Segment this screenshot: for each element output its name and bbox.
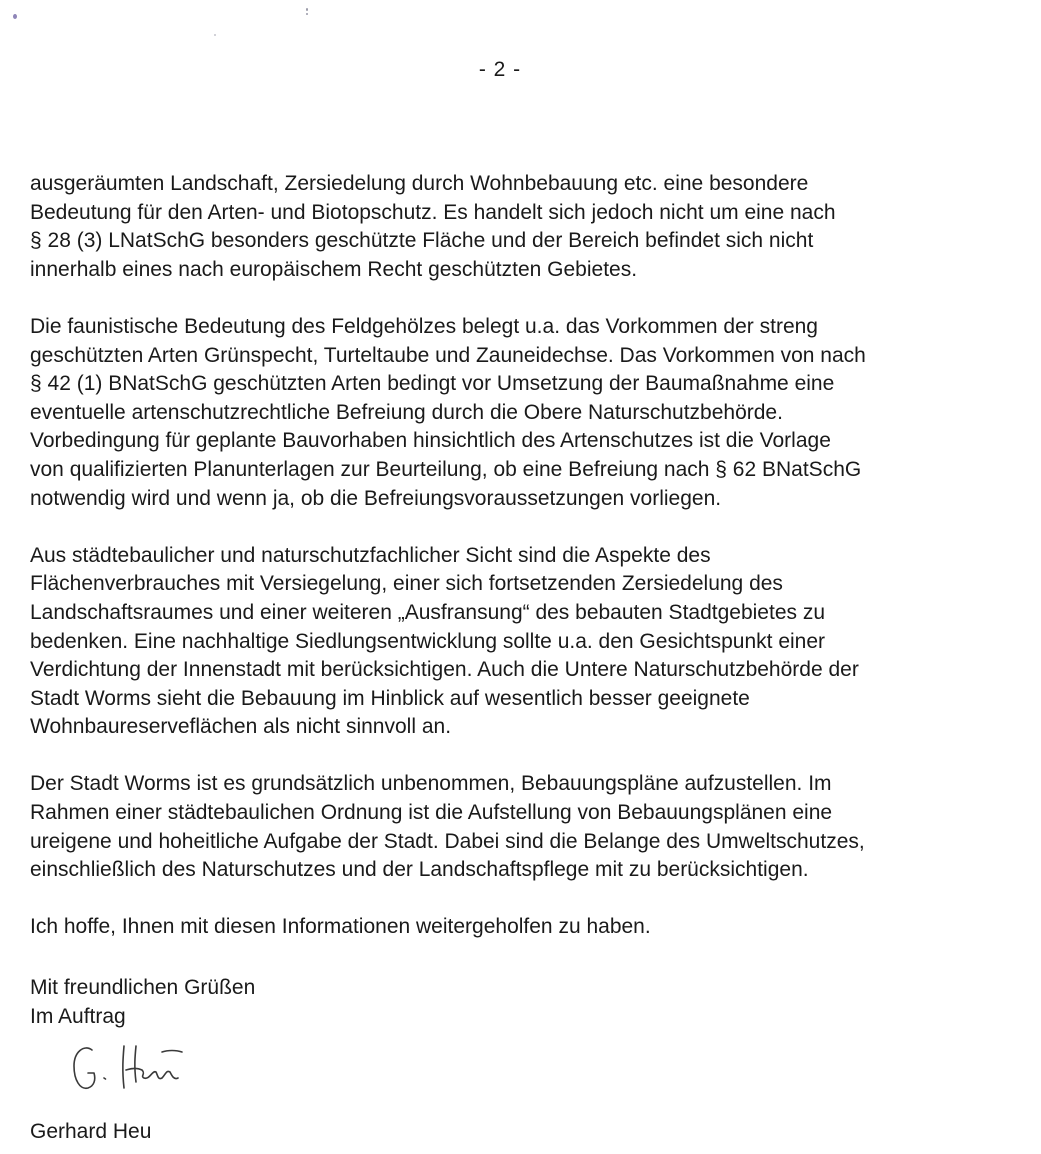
text-line: § 28 (3) LNatSchG besonders geschützte Fläche und der Bereich befindet sich nicht — [30, 229, 814, 253]
text-line: innerhalb eines nach europäischem Recht geschützten Gebietes. — [30, 257, 638, 281]
paragraph-landscape-significance — [30, 170, 1035, 284]
signer-name: Gerhard Heu — [30, 1120, 152, 1143]
text-line: ureigene und hoheitliche Aufgabe der Stadt. Dabei sind die Belange des Umweltschutzes, — [30, 829, 865, 853]
scan-speck — [306, 8, 308, 11]
text-line: bedenken. Eine nachhaltige Siedlungsentwicklung sollte u.a. den Gesichtspunkt einer — [30, 629, 826, 653]
text-line: Vorbedingung für geplante Bauvorhaben hinsichtlich des Artenschutzes ist die Vorlage — [30, 429, 831, 453]
text-line: Bedeutung für den Arten- und Biotopschutz. Es handelt sich jedoch nicht um eine nach — [30, 200, 836, 224]
text-line: Die faunistische Bedeutung des Feldgehölzes belegt u.a. das Vorkommen der streng — [30, 314, 818, 338]
text-line: Verdichtung der Innenstadt mit berücksichtigen. Auch die Untere Naturschutzbehörde der — [30, 658, 859, 682]
text-line: Flächenverbrauches mit Versiegelung, einer sich fortsetzenden Zersiedelung des — [30, 572, 783, 596]
text-line: Aus städtebaulicher und naturschutzfachlicher Sicht sind die Aspekte des — [30, 543, 711, 567]
text-line: Landschaftsraumes und einer weiteren „Ausfransung“ des bebauten Stadtgebietes zu — [30, 600, 826, 624]
text-line: ausgeräumten Landschaft, Zersiedelung durch Wohnbebauung etc. eine besondere — [30, 172, 809, 195]
text-line: eventuelle artenschutzrechtliche Befreiung durch die Obere Naturschutzbehörde. — [30, 400, 783, 424]
scan-speck — [13, 14, 17, 19]
paragraph-closing-remark — [30, 913, 1035, 942]
paragraph-fauna — [30, 313, 1035, 513]
text-line: Stadt Worms sieht die Bebauung im Hinblick auf wesentlich besser geeignete — [30, 686, 750, 710]
scan-speck — [306, 13, 308, 15]
scan-speck — [214, 34, 216, 36]
paragraph-development-plans — [30, 770, 1035, 884]
text-line: von qualifizierten Planunterlagen zur Beurteilung, ob eine Befreiung nach § 62 BNatSchG — [30, 457, 862, 481]
text-line: Ich hoffe, Ihnen mit diesen Informationen weitergeholfen zu haben. — [30, 915, 651, 939]
signature-strokes — [74, 1046, 182, 1088]
closing-greeting: Mit freundlichen Grüßen — [30, 976, 256, 999]
text-line: geschützten Arten Grünspecht, Turteltaube und Zauneidechse. Das Vorkommen von nach — [30, 343, 866, 367]
paragraph-urban-planning — [30, 542, 1035, 742]
page-number: - 2 - — [478, 58, 522, 81]
handwritten-signature — [66, 1040, 206, 1098]
text-line: Der Stadt Worms ist es grundsätzlich unbenommen, Bebauungspläne aufzustellen. Im — [30, 772, 832, 796]
text-line: notwendig wird und wenn ja, ob die Befreiungsvoraussetzungen vorliegen. — [30, 486, 722, 510]
closing-on-behalf: Im Auftrag — [30, 1005, 126, 1028]
text-line: § 42 (1) BNatSchG geschützten Arten bedingt vor Umsetzung der Baumaßnahme eine — [30, 372, 835, 396]
text-line: Rahmen einer städtebaulichen Ordnung ist die Aufstellung von Bebauungsplänen eine — [30, 801, 833, 825]
text-line: Wohnbaureserveflächen als nicht sinnvoll an. — [30, 715, 452, 739]
closing-block — [30, 973, 255, 1031]
letter-body — [30, 170, 1035, 971]
text-line: einschließlich des Naturschutzes und der Landschaftspflege mit zu berücksichtigen. — [30, 858, 809, 882]
